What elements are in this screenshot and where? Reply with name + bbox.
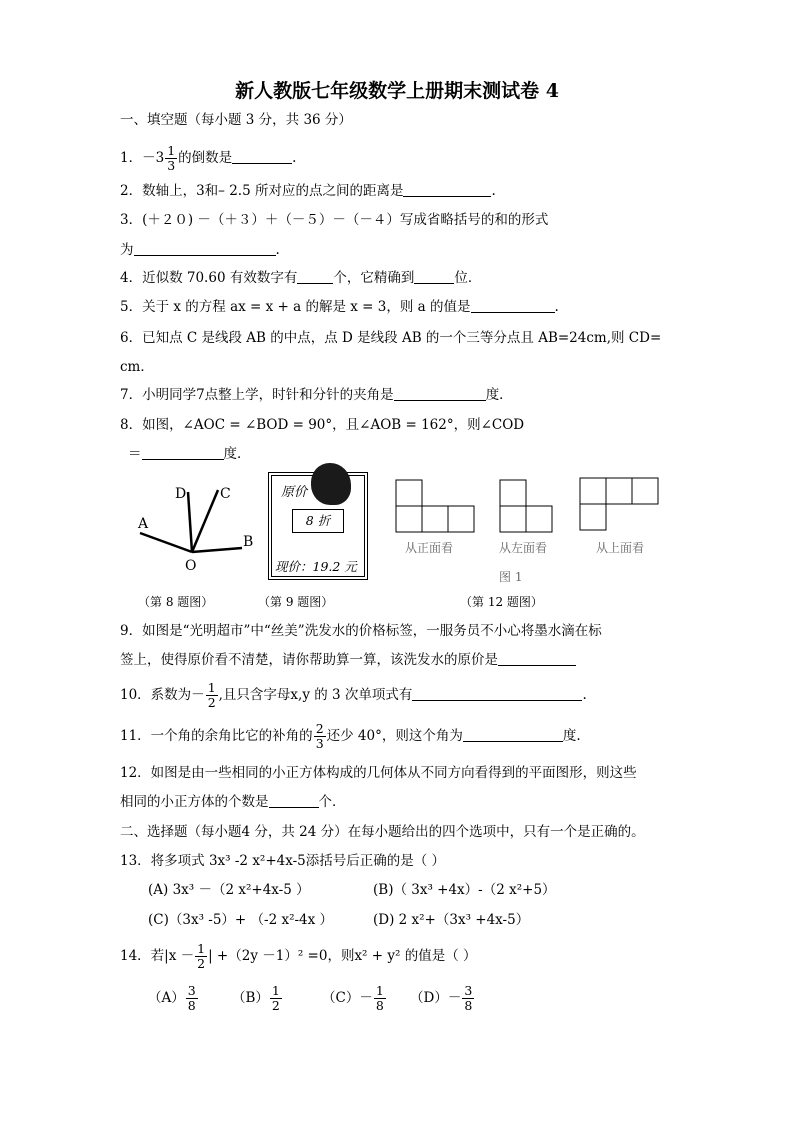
ray-oc <box>192 490 218 552</box>
answer-blank[interactable] <box>471 298 555 313</box>
page-title: 新人教版七年级数学上册期末测试卷 4 <box>235 80 559 102</box>
fraction: $\frac{1}{2}$ <box>207 680 216 710</box>
figure-12-caption: （第 12 题图） <box>460 595 543 609</box>
answer-blank[interactable] <box>403 182 491 197</box>
three-views-figure <box>392 476 664 534</box>
question-10: 10．系数为－ $\frac{1}{2}$ ,且只含字母x,y 的 3 次单项式有 . <box>120 680 587 710</box>
question-9-line-1: 9．如图是“光明超市”中“丝美”洗发水的价格标签，一服务员不小心将墨水滴在标 <box>120 623 602 639</box>
question-13-option-c[interactable]: (C)（3x³ -5）+ （-2 x²-4x ） <box>148 912 334 928</box>
figure-1-label: 图 1 <box>499 570 523 584</box>
question-14-option-d[interactable]: （D）－ $\frac{3}{8}$ <box>410 983 473 1013</box>
fraction: $\frac{3}{8}$ <box>464 983 473 1013</box>
fraction: $\frac{1}{2}$ <box>197 941 206 971</box>
answer-blank[interactable] <box>394 386 486 401</box>
answer-blank[interactable] <box>412 686 582 701</box>
answer-blank[interactable] <box>269 793 319 808</box>
answer-blank[interactable] <box>498 651 576 666</box>
ink-blot <box>311 463 351 505</box>
question-14-option-c[interactable]: （C）－ $\frac{1}{8}$ <box>322 983 384 1013</box>
fraction: $\frac{3}{8}$ <box>187 983 196 1013</box>
question-7: 7．小明同学7点整上学，时针和分针的夹角是 度． <box>120 387 513 403</box>
left-view <box>500 480 552 532</box>
question-13-option-a[interactable]: (A) 3x³ －（2 x²+4x-5 ） <box>148 882 310 898</box>
answer-blank[interactable] <box>463 727 563 742</box>
angle-figure <box>130 478 270 578</box>
left-view-label: 从左面看 <box>499 541 548 555</box>
answer-blank[interactable] <box>134 241 276 256</box>
front-view-label: 从正面看 <box>405 541 454 555</box>
question-13-option-b[interactable]: (B)（ 3x³ +4x）-（2 x²+5） <box>373 882 556 898</box>
question-2: 2．数轴上，3和– 2.5 所对应的点之间的距离是 . <box>120 183 496 199</box>
top-view-label: 从上面看 <box>596 541 645 555</box>
original-price-label: 原价 <box>281 485 308 500</box>
answer-blank[interactable] <box>232 149 292 164</box>
answer-blank[interactable] <box>414 269 454 284</box>
answer-blank[interactable] <box>297 269 333 284</box>
ray-ob <box>192 548 242 552</box>
figure-8-caption: （第 8 题图） <box>138 595 214 609</box>
question-12-line-2: 相同的小正方体的个数是 个． <box>120 794 346 810</box>
question-14-option-a[interactable]: （A） $\frac{3}{8}$ <box>148 983 196 1013</box>
fraction: $\frac{1}{2}$ <box>271 983 280 1013</box>
section-1-heading: 一、填空题（每小题 3 分，共 36 分） <box>120 112 352 128</box>
question-3-line-2: 为 . <box>120 242 280 258</box>
front-view <box>396 480 474 532</box>
question-14-stem: 14．若|x － $\frac{1}{2}$ | +（2y －1）² =0，则x² + y² 的值是（ ） <box>120 941 477 971</box>
label-d: D <box>175 486 187 502</box>
question-6-line-2: cm． <box>120 359 154 375</box>
question-1: 1．－3 $\frac{1}{3}$ 的倒数是 . <box>120 143 297 173</box>
ray-od <box>188 492 192 552</box>
question-13-stem: 13．将多项式 3x³ -2 x²+4x-5添括号后正确的是（ ） <box>120 853 446 869</box>
top-view <box>580 478 658 530</box>
label-a: A <box>138 516 149 532</box>
label-o: O <box>185 558 197 574</box>
fraction: $\frac{1}{3}$ <box>167 143 176 173</box>
question-9-line-2: 签上，使得原价看不清楚，请你帮助算一算，该洗发水的原价是 <box>120 650 576 670</box>
question-8-line-1: 8．如图，∠AOC = ∠BOD = 90°，且∠AOB = 162°，则∠COD <box>120 417 525 433</box>
fraction: $\frac{1}{8}$ <box>375 983 384 1013</box>
discount-box: 8 折 <box>292 509 344 533</box>
question-4: 4．近似数 70.60 有效数字有 个，它精确到 位． <box>120 270 482 286</box>
label-c: C <box>220 486 231 502</box>
label-b: B <box>243 534 254 550</box>
question-11: 11．一个角的余角比它的补角的 $\frac{2}{3}$ 还少 40°，则这个角为 度. <box>120 721 581 751</box>
fraction: $\frac{2}{3}$ <box>315 721 324 751</box>
question-12-line-1: 12．如图是由一些相同的小正方体构成的几何体从不同方向看得到的平面图形，则这些 <box>120 765 637 781</box>
question-5: 5．关于 x 的方程 ax = x + a 的解是 x = 3，则 a 的值是 . <box>120 299 559 315</box>
question-14-option-b[interactable]: （B） $\frac{1}{2}$ <box>232 983 280 1013</box>
price-tag <box>268 472 368 580</box>
ray-oa <box>140 533 192 552</box>
question-8-line-2: ＝ 度． <box>128 446 251 462</box>
figure-9-caption: （第 9 题图） <box>258 595 334 609</box>
current-price-label: 现价：19.2 元 <box>275 559 357 574</box>
question-13-option-d[interactable]: (D) 2 x²+（3x³ +4x-5） <box>373 912 530 928</box>
question-6-line-1: 6．已知点 C 是线段 AB 的中点，点 D 是线段 AB 的一个三等分点且 AB=24cm,则 CD= <box>120 330 662 346</box>
answer-blank[interactable] <box>142 445 224 460</box>
section-2-heading: 二、选择题（每小题4 分，共 24 分）在每小题给出的四个选项中，只有一个是正确的。 <box>120 824 645 840</box>
question-3-line-1: 3．(＋２０) －（＋３）＋（－５）－（－４）写成省略括号的和的形式 <box>120 212 549 228</box>
